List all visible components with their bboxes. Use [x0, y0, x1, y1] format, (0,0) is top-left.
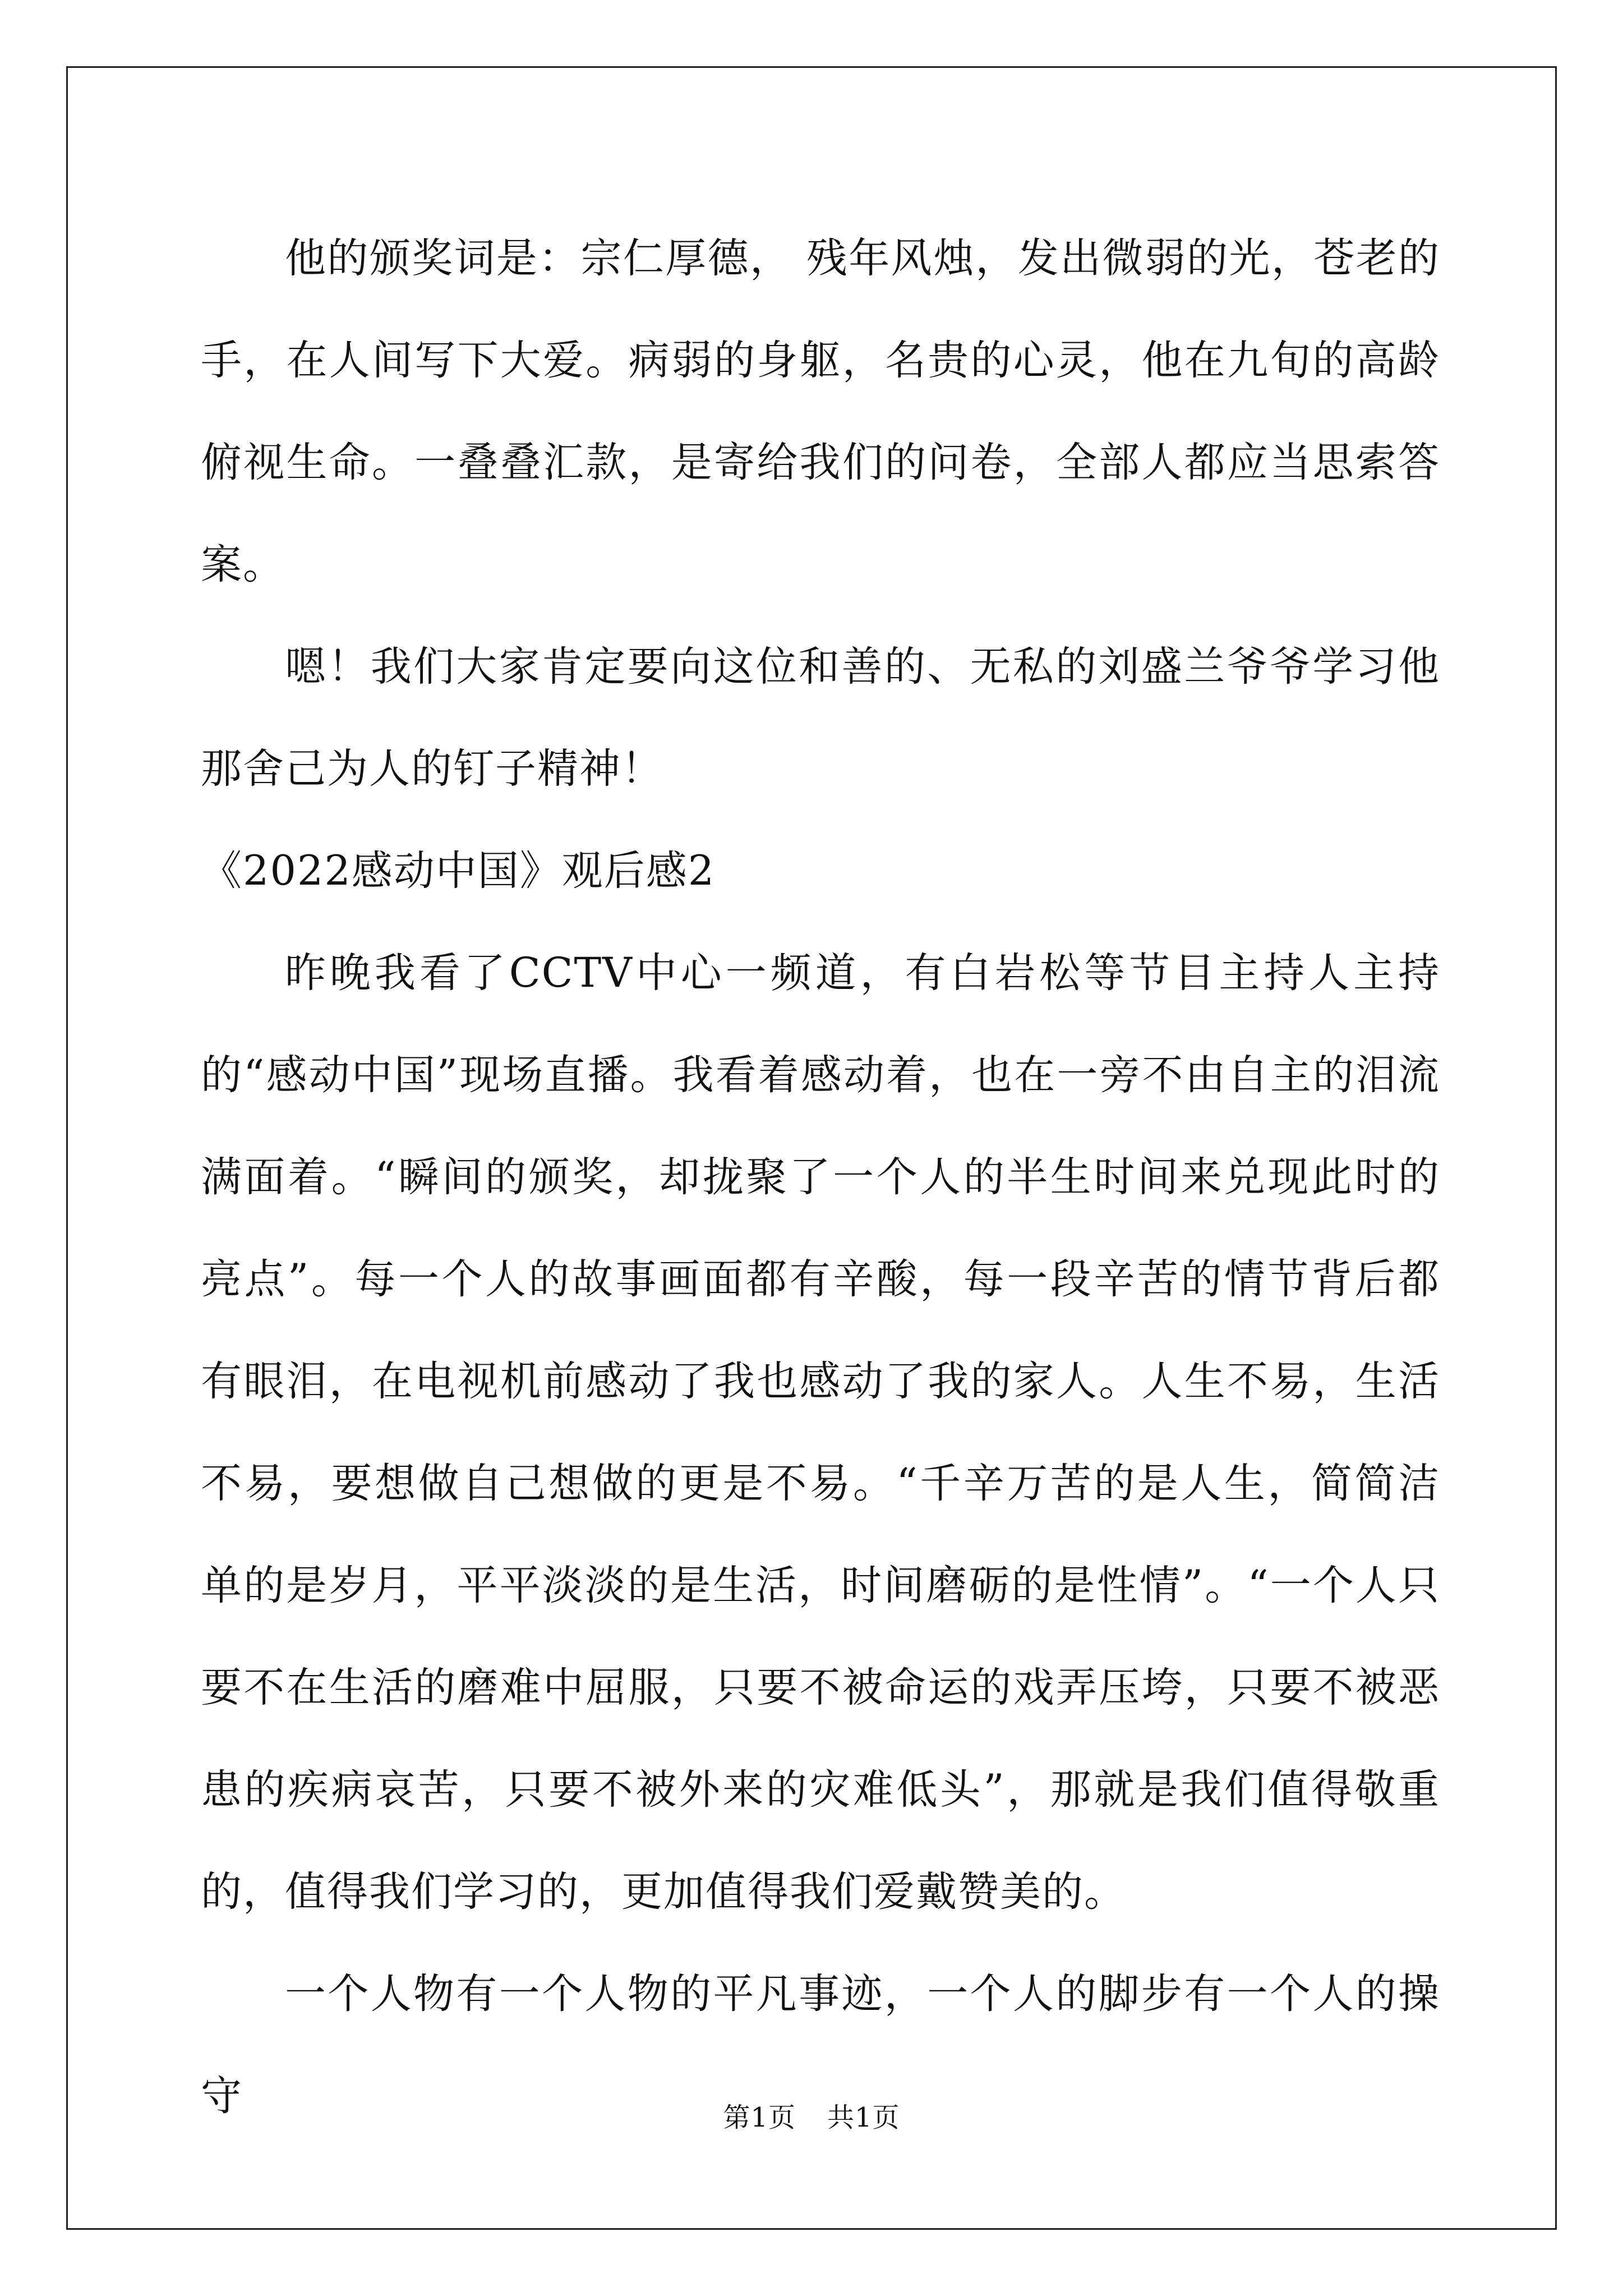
paragraph-broadcast: 昨晚我看了CCTV中心一频道，有白岩松等节目主持人主持的“感动中国”现场直播。我看着感动着，也在一旁不由自主的泪流满面着。“瞬间的颁奖，却拢聚了一个人的半生时间来兑现此时的亮点”。每一个人的故事画面都有辛酸，每一段辛苦的情节背后都有眼泪，在电视机前感动了我也感动了我的家人。人生不易，生活不易，要想做自己想做的更是不易。“千辛万苦的是人生，简简洁单的是岁月，平平淡淡的是生活，时间磨砺的是性情”。“一个人只要不在生活的磨难中屈服，只要不被命运的戏弄压垮，只要不被恶患的疾病哀苦，只要不被外来的灾难低头”，那就是我们值得敬重的，值得我们学习的，更加值得我们爱戴赞美的。 — [201, 949, 1440, 1916]
paragraph-award-citation: 他的颁奖词是：宗仁厚德， 残年风烛，发出微弱的光，苍老的手，在人间写下大爱。病弱的身躯，名贵的心灵，他在九旬的高龄俯视生命。一叠叠汇款，是寄给我们的问卷，全部人都应当思索答案。 — [201, 234, 1440, 588]
section-heading: 《2022感动中国》观后感2 — [201, 847, 716, 895]
page-total: 共1页 — [827, 2102, 900, 2133]
page-number: 第1页 — [723, 2102, 796, 2133]
document-body — [201, 208, 1440, 2147]
paragraph-learn-spirit: 嗯！我们大家肯定要向这位和善的、无私的刘盛兰爷爷学习他那舍己为人的钉子精神！ — [201, 643, 1440, 793]
page-footer — [0, 2101, 1623, 2134]
paragraph-ordinary-deeds: 一个人物有一个人物的平凡事迹，一个人的脚步有一个人的操守 — [201, 1970, 1440, 2120]
